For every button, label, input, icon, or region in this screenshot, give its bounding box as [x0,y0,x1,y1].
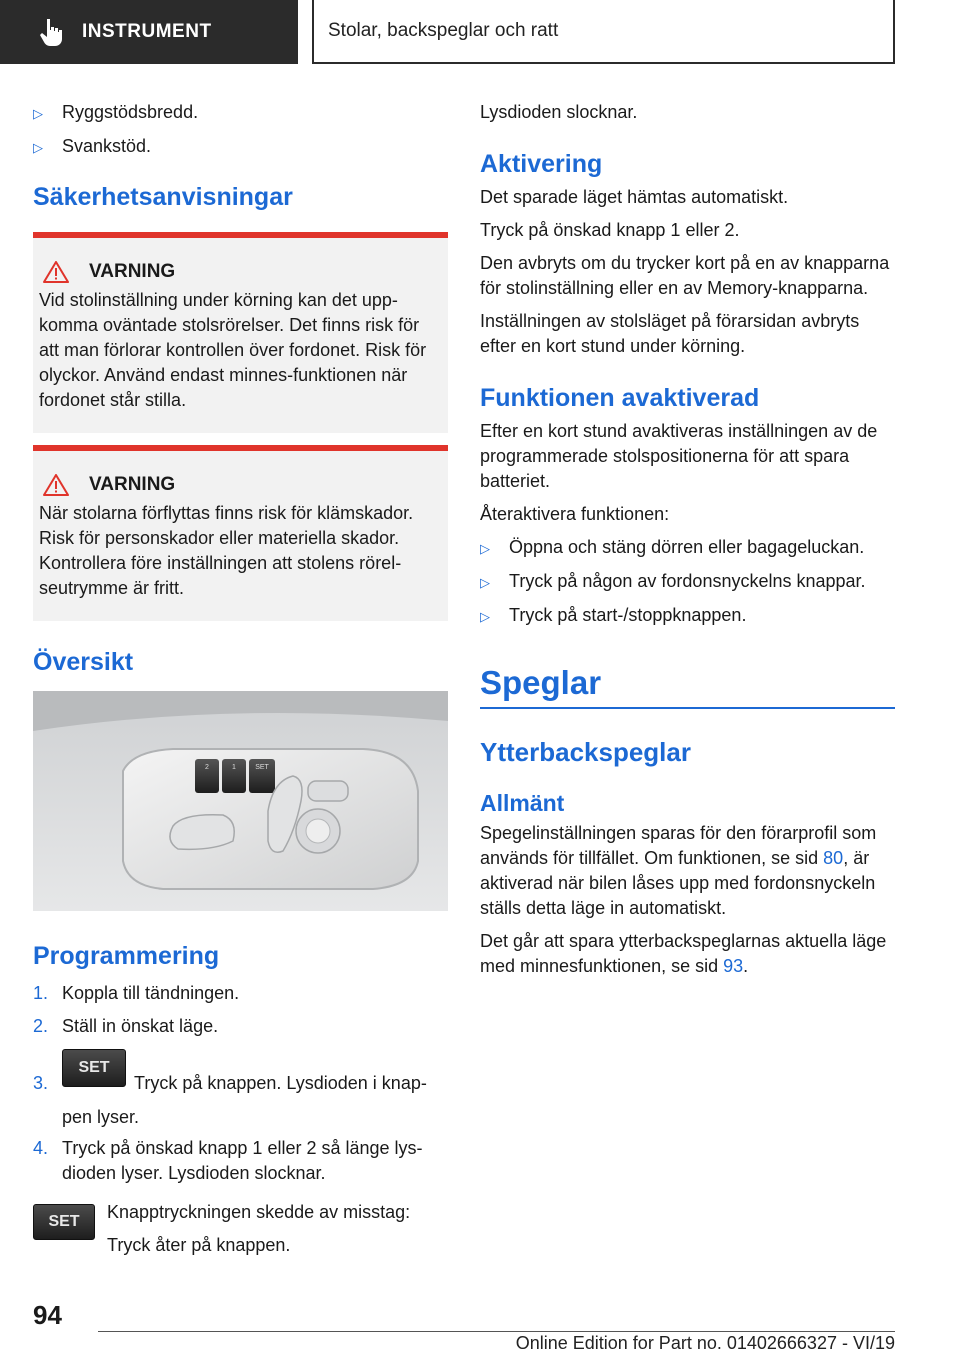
seat-controls-image [33,691,448,911]
set-button-icon: SET [33,1204,95,1240]
right-column [480,100,895,987]
triangle-bullet-icon: ▷ [33,106,43,121]
warning-box [33,445,448,621]
list-item: ▷ Tryck på någon av fordonsnyckelns knappar. [480,569,895,595]
list-item: ▷ Tryck på start-/stoppknappen. [480,603,895,629]
memory-key-2-label: 2 [205,764,209,771]
list-item: 1. Koppla till tändningen. [33,983,240,1003]
paragraph: Den avbryts om du trycker kort på en av knapparna för stolinställning eller en av Memory-knapparna. [480,253,890,298]
warning-triangle-icon [43,261,69,283]
exterior-mirrors-heading: Ytterbackspeglar [480,737,691,767]
warning-title: VARNING [89,474,176,495]
edition-text: Online Edition for Part no. 01402666327 - VI/19 [515,1333,895,1353]
paragraph: Tryck på önskad knapp 1 eller 2. [480,220,740,240]
overview-heading: Översikt [33,648,134,676]
list-item: ▷ Öppna och stäng dörren eller bagageluckan. [480,535,895,561]
page-link-93[interactable]: 93 [723,956,744,976]
chapter-title: Stolar, backspeglar och ratt [312,0,895,64]
triangle-bullet-icon: ▷ [33,140,43,155]
deactivated-heading: Funktionen avaktiverad [480,384,760,412]
activation-heading: Aktivering [480,150,603,178]
mistake-note: SET Knapptryckningen skedde av misstag: Tryck åter på knappen. [33,1200,448,1266]
paragraph: Spegelinställningen sparas för den förarprofil som används för tillfället. Om funktionen, se sid 80, är aktiverad när bilen låses upp med fordonsnyckeln ställs detta läge in automatiskt. [480,823,877,918]
header-section-tab [0,0,298,64]
list-item: ▷ Ryggstödsbredd. [33,100,448,126]
section-title: INSTRUMENT [82,21,212,42]
paragraph: Lysdioden slocknar. [480,102,638,122]
page-number: 94 [33,1300,62,1330]
footer-divider [98,1331,895,1332]
left-column [33,100,448,1266]
triangle-bullet-icon: ▷ [480,575,490,590]
hand-pointer-icon [38,17,64,47]
warning-text: Vid stolinställning under körning kan det uppkomma oväntade stolsrörelser. Det finns risk för att man förlorar kontrollen över fordonet. Risk för olyckor. Använd endast minnes-funktionen när fordonet står stilla. [39,290,427,410]
list-item: 4. Tryck på önskad knapp 1 eller 2 så länge lysdioden lyser. Lysdioden slocknar. [33,1138,423,1183]
warning-box [33,232,448,433]
safety-heading: Säkerhetsanvisningar [33,183,293,211]
list-item: 2. Ställ in önskat läge. [33,1016,219,1036]
triangle-bullet-icon: ▷ [480,609,490,624]
set-key-label: SET [255,764,269,771]
paragraph: Det sparade läget hämtas automatiskt. [480,187,789,207]
set-button-icon: SET [62,1049,126,1087]
paragraph: Inställningen av stolsläget på förarsidan avbryts efter en kort stund under körning. [480,311,860,356]
warning-text: När stolarna förflyttas finns risk för klämskador. Risk för personskador eller materiella skador. Kontrollera före inställningen att stolens rörelseutrymme är fritt. [39,503,414,598]
mirrors-heading: Speglar [480,663,895,709]
list-item: ▷ Svankstöd. [33,134,448,160]
list-item: 3. SETTryck på knappen. Lysdioden i knappen lyser. [33,1053,448,1112]
paragraph: Det går att spara ytterbackspeglarnas aktuella läge med minnesfunktionen, se sid 93. [480,931,887,976]
warning-title: VARNING [89,261,176,282]
paragraph: Efter en kort stund avaktiveras inställningen av de programmerade stolspositionerna för att spara batteriet. [480,421,878,491]
paragraph: Återaktivera funktionen: [480,504,670,524]
memory-key-1-label: 1 [232,764,236,771]
triangle-bullet-icon: ▷ [480,541,490,556]
programming-heading: Programmering [33,942,220,970]
warning-triangle-icon [43,474,69,496]
page-link-80[interactable]: 80 [823,848,844,868]
general-heading: Allmänt [480,790,565,816]
